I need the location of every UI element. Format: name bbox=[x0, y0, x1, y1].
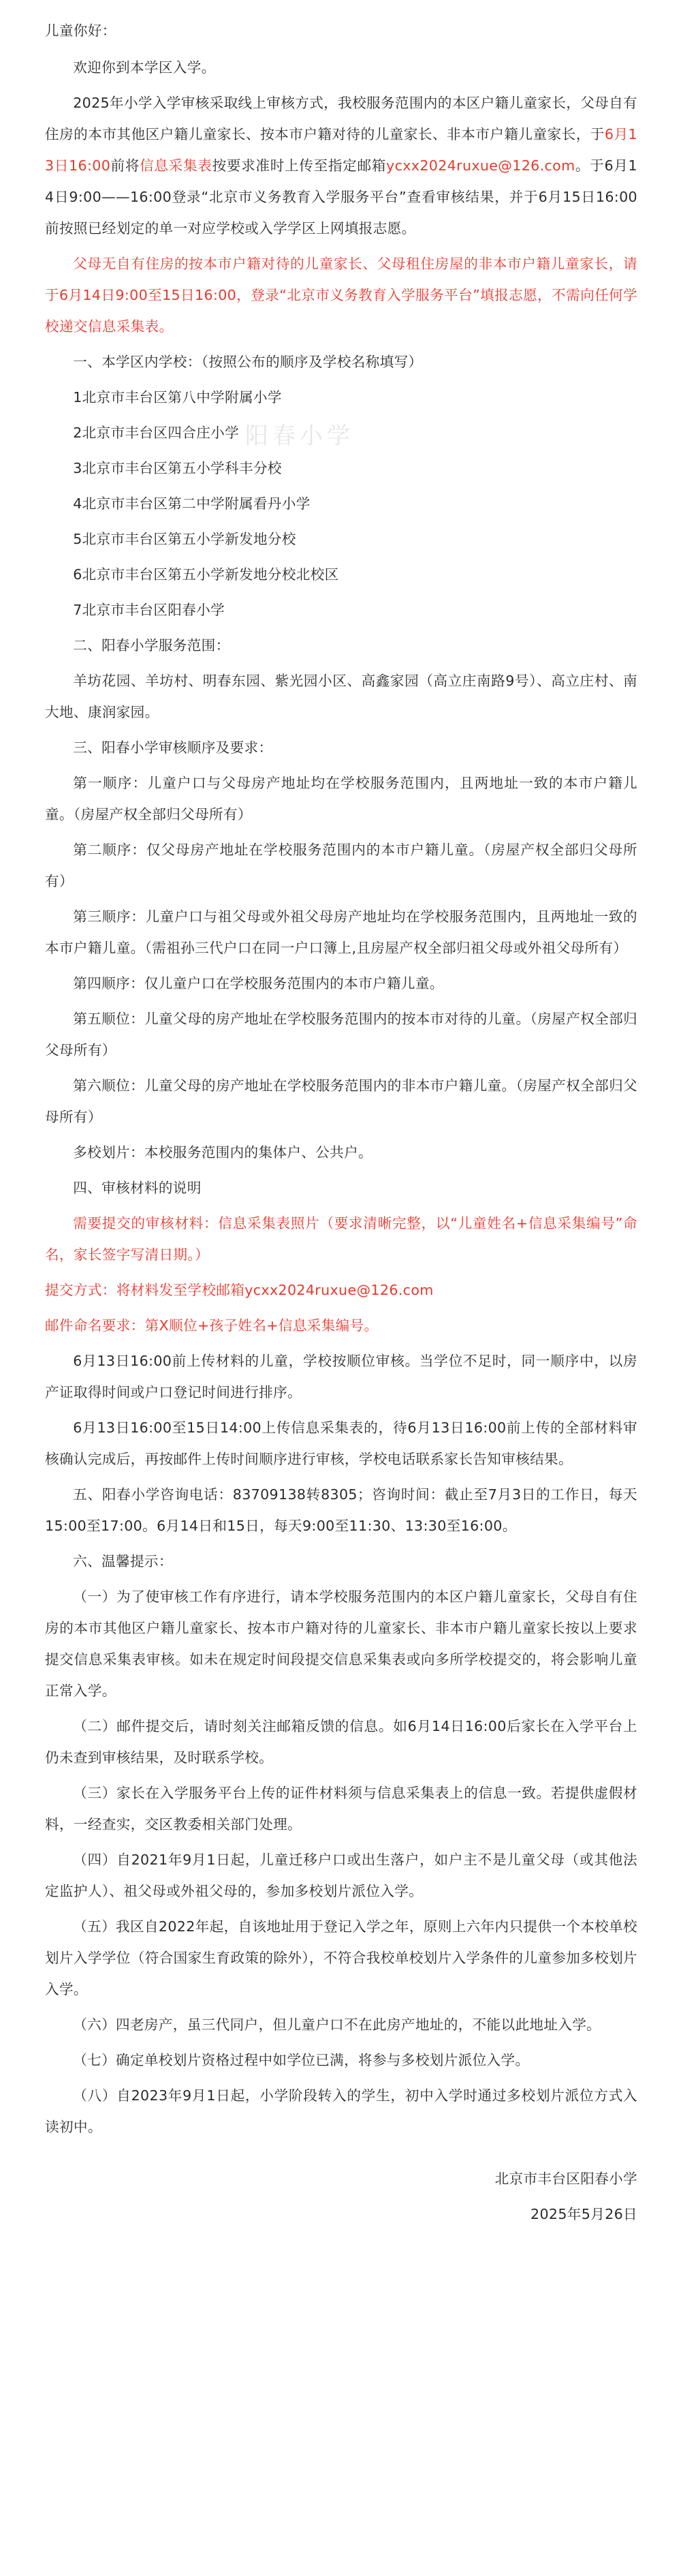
tip-item: （六）四老房产，虽三代同户，但儿童户口不在此房产地址的，不能以此地址入学。 bbox=[73, 2017, 601, 2033]
email-link[interactable]: ycxx2024ruxue@126.com bbox=[386, 157, 575, 174]
tip-item: （八）自2023年9月1日起，小学阶段转入的学生，初中入学时通过多校划片派位方式入读初中。 bbox=[45, 2087, 637, 2135]
tip-item: （五）我区自2022年起，自该地址用于登记入学之年，原则上六年内只提供一个本校单校划片入学学位（符合国家生育政策的除外），不符合我校单校划片入学条件的儿童参加多校划片入学。 bbox=[45, 1918, 637, 1997]
red-notice: 父母无自有住房的按本市户籍对待的儿童家长、父母租住房屋的非本市户籍儿童家长，请于6月14日9:00至15日16:00，登录“北京市义务教育入学服务平台”填报志愿，不需向任何学校递交信息采集表。 bbox=[45, 256, 637, 335]
section-2-heading: 二、阳春小学服务范围： bbox=[73, 637, 230, 654]
date: 2025年5月26日 bbox=[530, 2206, 637, 2222]
materials-requirement: 需要提交的审核材料：信息采集表照片（要求清晰完整，以“儿童姓名+信息采集编号”命名，家长签字写清日期。） bbox=[45, 1215, 637, 1263]
intro-text-1: 2025年小学入学审核采取线上审核方式，我校服务范围内的本区户籍儿童家长，父母自有住房的本市其他区户籍儿童家长、按本市户籍对待的儿童家长、非本市户籍儿童家长，于 bbox=[45, 95, 637, 142]
tip-item: （一）为了使审核工作有序进行，请本学校服务范围内的本区户籍儿童家长，父母自有住房的本市其他区户籍儿童家长、按本市户籍对待的儿童家长、非本市户籍儿童家长按以上要求提交信息采集表审核。如未在规定时间段提交信息采集表或向多所学校提交的，将会影响儿童正常入学。 bbox=[45, 1589, 637, 1699]
order-item: 第四顺序：仅儿童户口在学校服务范围内的本市户籍儿童。 bbox=[73, 975, 444, 992]
tip-item: （七）确定单校划片资格过程中如学位已满，将参与多校划片派位入学。 bbox=[73, 2052, 530, 2068]
deadline-text: 6月13日16:00 bbox=[45, 126, 637, 174]
school-item: 3北京市丰台区第五小学科丰分校 bbox=[73, 460, 282, 476]
order-item: 第一顺序：儿童户口与父母房产地址均在学校服务范围内，且两地址一致的本市户籍儿童。（房屋产权全部归父母所有） bbox=[45, 775, 637, 823]
greeting: 儿童你好： bbox=[45, 22, 116, 39]
school-item: 5北京市丰台区第五小学新发地分校 bbox=[73, 531, 296, 547]
service-range: 羊坊花园、羊坊村、明春东园、紫光园小区、高鑫家园（高立庄南路9号）、高立庄村、南大地、康润家园。 bbox=[45, 673, 637, 720]
tip-item: （三）家长在入学服务平台上传的证件材料须与信息采集表上的信息一致。若提供虚假材料，一经查实，交区教委相关部门处理。 bbox=[45, 1785, 637, 1833]
school-item: 2北京市丰台区四合庄小学 bbox=[73, 425, 240, 441]
school-item: 1北京市丰台区第八中学附属小学 bbox=[73, 389, 282, 405]
review-rule-2: 6月13日16:00至15日14:00上传信息采集表的，待6月13日16:00前上传的全部材料审核确认完成后，再按邮件上传时间顺序进行审核，学校电话联系家长告知审核结果。 bbox=[45, 1420, 637, 1467]
section-6-heading: 六、温馨提示： bbox=[73, 1553, 173, 1569]
order-item: 第三顺序：儿童户口与祖父母或外祖父母房产地址均在学校服务范围内，且两地址一致的本市户籍儿童。（需祖孙三代户口在同一户口簿上,且房屋产权全部归祖父母或外祖父母所有） bbox=[45, 908, 637, 956]
intro-text-2: 前将 bbox=[110, 157, 140, 174]
school-item: 4北京市丰台区第二中学附属看丹小学 bbox=[73, 495, 311, 512]
intro-paragraph bbox=[45, 87, 637, 244]
order-item: 多校划片：本校服务范围内的集体户、公共户。 bbox=[73, 1144, 373, 1161]
school-item: 6北京市丰台区第五小学新发地分校北校区 bbox=[73, 566, 339, 583]
consult-info: 五、阳春小学咨询电话：83709138转8305；咨询时间：截止至7月3日的工作日，每天15:00至17:00。6月14日和15日，每天9:00至11:30、13:30至16:00。 bbox=[45, 1486, 637, 1534]
order-item: 第六顺位：儿童父母的房产地址在学校服务范围内的非本市户籍儿童。（房屋产权全部归父母所有） bbox=[45, 1077, 637, 1125]
email-naming-rule: 邮件命名要求：第X顺位+孩子姓名+信息采集编号。 bbox=[45, 1317, 379, 1334]
review-rule-1: 6月13日16:00前上传材料的儿童，学校按顺位审核。当学位不足时，同一顺序中，以房产证取得时间或户口登记时间进行排序。 bbox=[45, 1353, 637, 1400]
signature: 北京市丰台区阳春小学 bbox=[494, 2171, 637, 2187]
intro-text-3: 按要求准时上传至指定邮箱 bbox=[212, 157, 387, 174]
tip-item: （四）自2021年9月1日起，儿童迁移户口或出生落户，如户主不是儿童父母（或其他法定监护人）、祖父母或外祖父母的，参加多校划片派位入学。 bbox=[45, 1852, 637, 1899]
order-item: 第五顺位：儿童父母的房产地址在学校服务范围内的按本市对待的儿童。（房屋产权全部归父母所有） bbox=[45, 1011, 637, 1058]
tip-item: （二）邮件提交后，请时刻关注邮箱反馈的信息。如6月14日16:00后家长在入学平台上仍未查到审核结果，及时联系学校。 bbox=[45, 1718, 637, 1766]
welcome-text: 欢迎你到本学区入学。 bbox=[73, 59, 216, 76]
section-4-heading: 四、审核材料的说明 bbox=[73, 1180, 202, 1196]
section-3-heading: 三、阳春小学审核顺序及要求： bbox=[73, 739, 273, 756]
watermark-stamp: 阳春小学 bbox=[245, 423, 354, 450]
school-item: 7北京市丰台区阳春小学 bbox=[73, 602, 225, 618]
intro-text-4: 。于6月14日9:00——16:00登录“北京市义务教育入学服务平台”查看审核结果，并于6月15日16:00前按照已经划定的单一对应学校或入学学区上网填报志愿。 bbox=[45, 157, 638, 236]
section-1-heading: 一、本学区内学校：（按照公布的顺序及学校名称填写） bbox=[73, 354, 423, 370]
submit-method: 提交方式：将材料发至学校邮箱ycxx2024ruxue@126.com bbox=[45, 1282, 434, 1298]
order-item: 第二顺序：仅父母房产地址在学校服务范围内的本市户籍儿童。（房屋产权全部归父母所有） bbox=[45, 842, 637, 889]
form-name: 信息采集表 bbox=[140, 157, 212, 174]
